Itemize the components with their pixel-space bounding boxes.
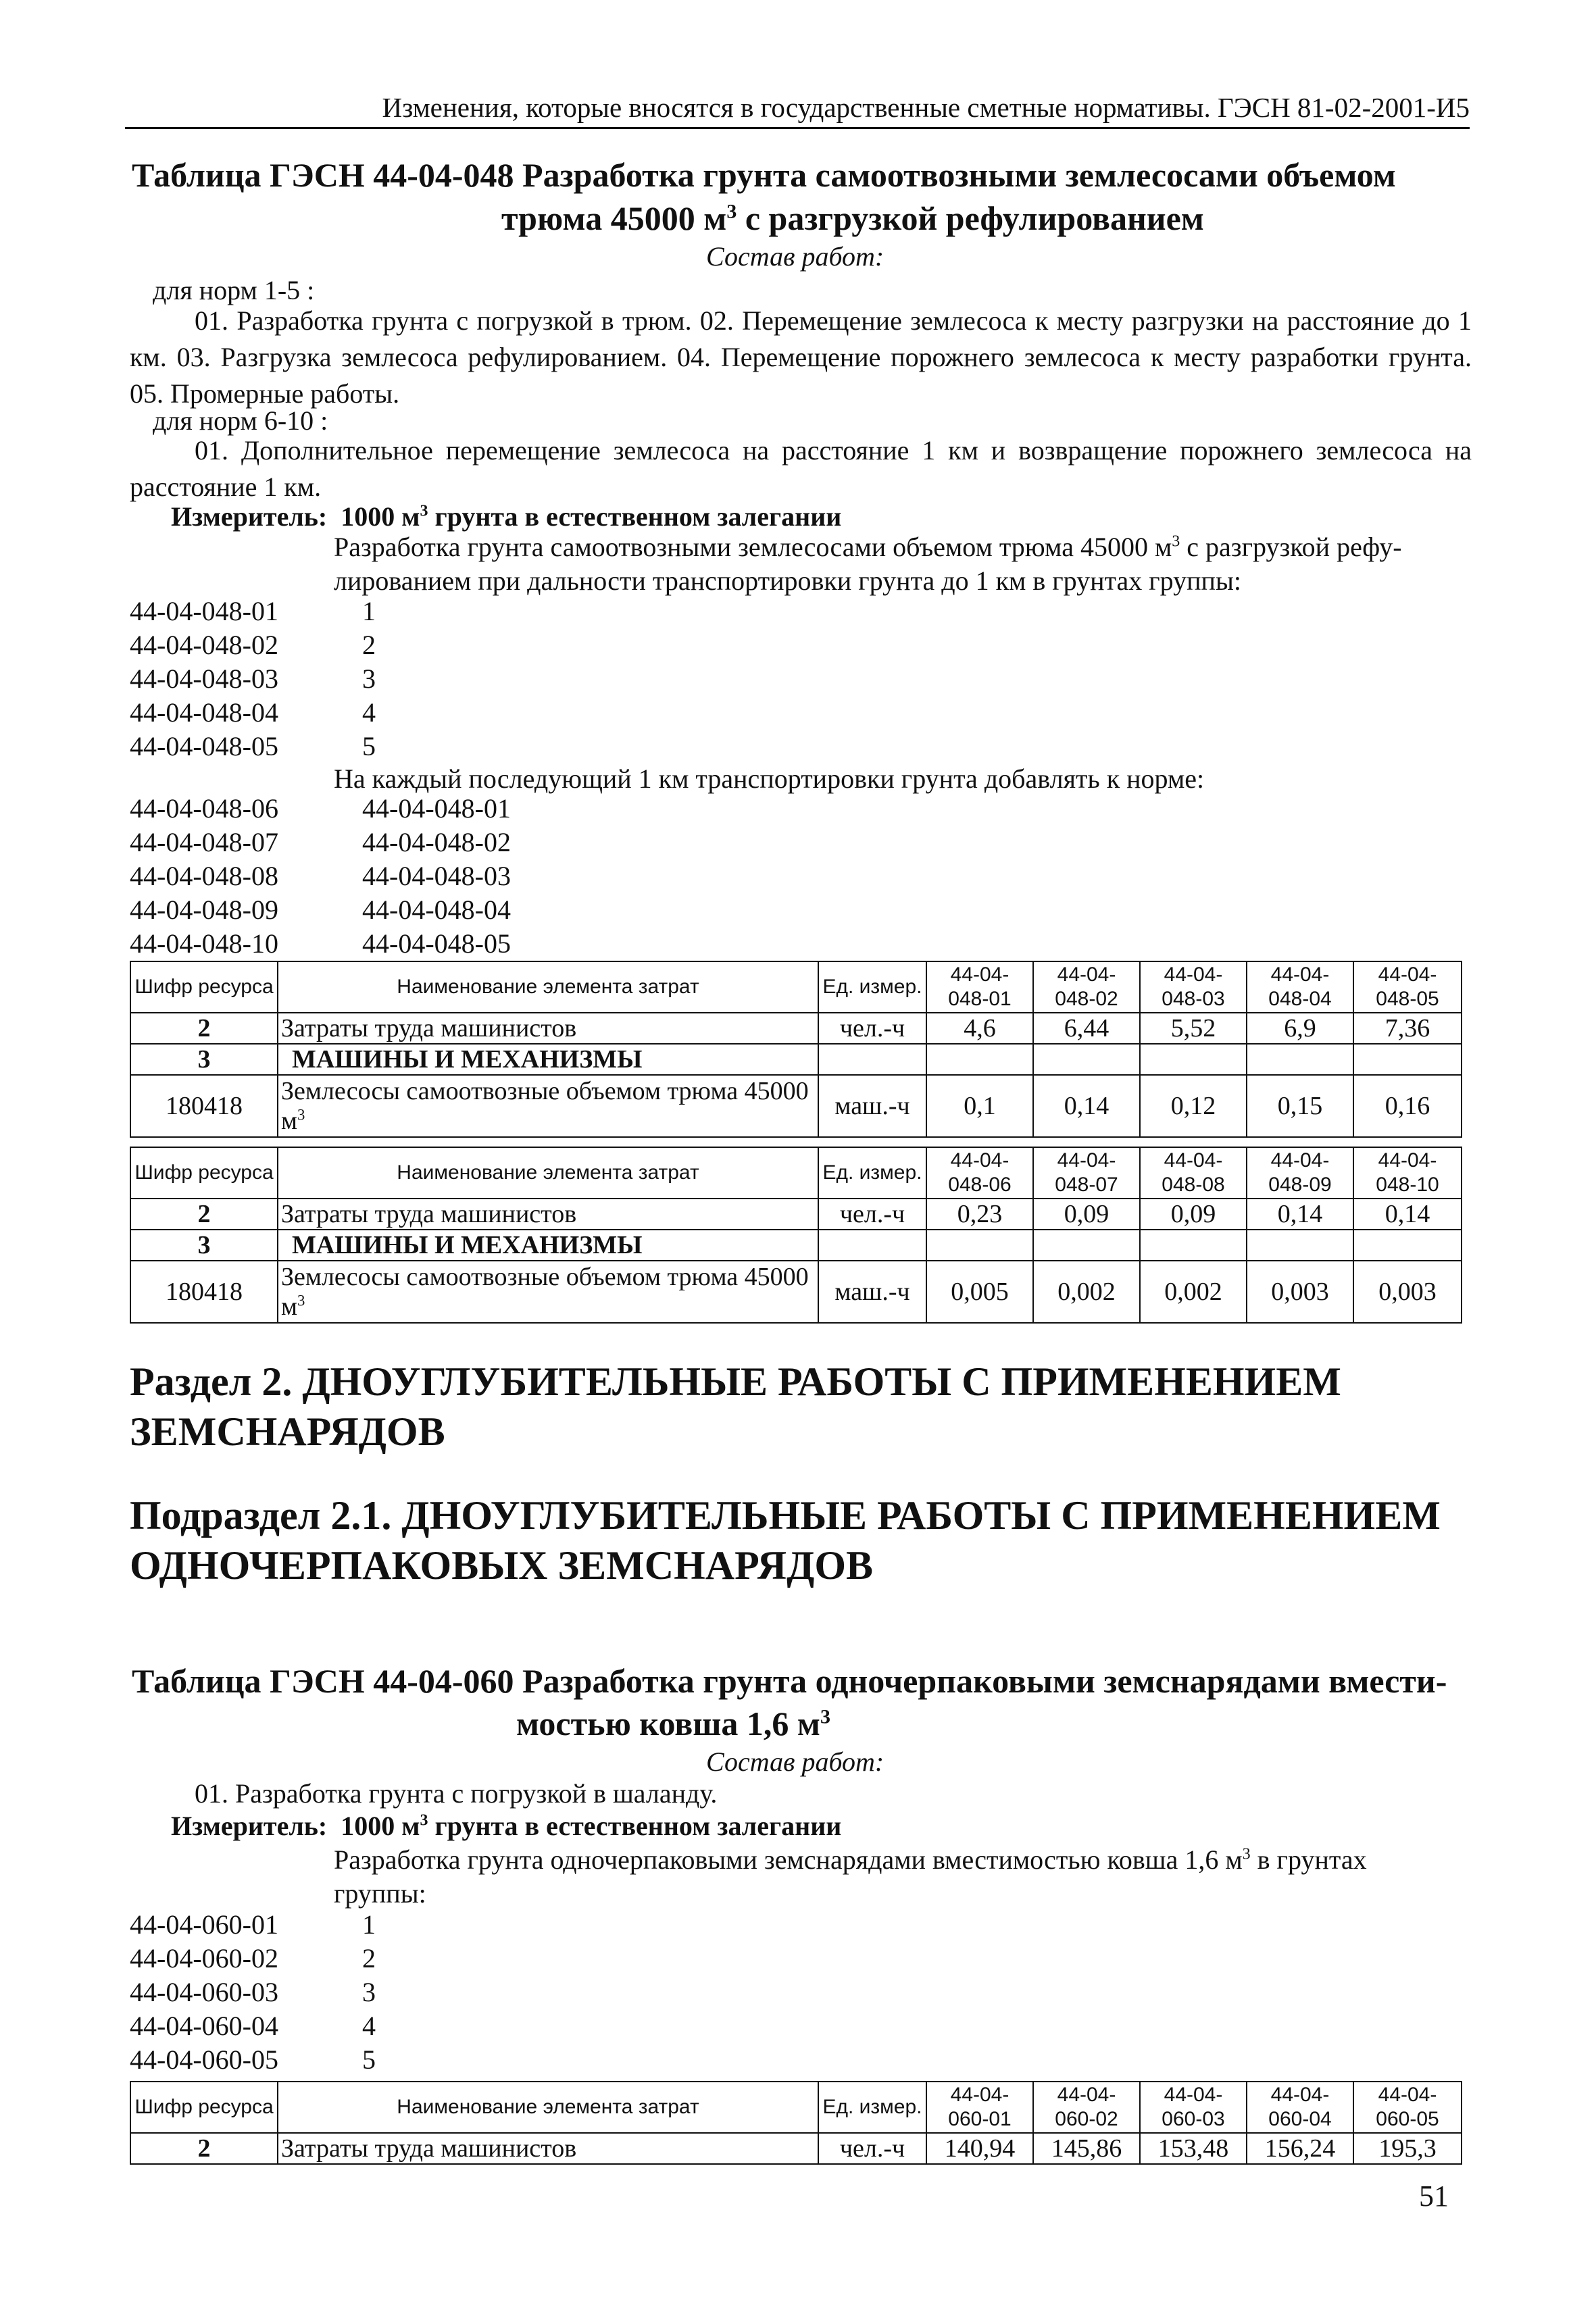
col-header-norm: 44-04- 048-09: [1247, 1147, 1353, 1199]
col-header-code: Шифр ресурса: [130, 1147, 278, 1199]
list-item: 44-04-048-07 44-04-048-02: [130, 827, 511, 857]
table1-code-list-a: [130, 595, 376, 763]
col-header-norm: 44-04- 048-10: [1353, 1147, 1462, 1199]
list-item: 44-04-048-05 5: [130, 731, 376, 761]
table-row: 3 МАШИНЫ И МЕХАНИЗМЫ: [130, 1044, 1462, 1075]
col-header-code: Шифр ресурса: [130, 961, 278, 1013]
table-header-row: [130, 1147, 1462, 1199]
col-header-norm: 44-04- 048-02: [1033, 961, 1140, 1013]
col-header-norm: 44-04- 048-07: [1033, 1147, 1140, 1199]
list-item: 44-04-048-09 44-04-048-04: [130, 895, 511, 925]
table1-description-2: На каждый последующий 1 км транспортировки грунта добавлять к норме:: [334, 763, 1205, 794]
col-header-norm: 44-04- 060-01: [926, 2082, 1033, 2133]
list-item: 44-04-060-02 2: [130, 1943, 376, 1973]
col-header-norm: 44-04- 048-03: [1140, 961, 1247, 1013]
col-header-norm: 44-04- 060-04: [1247, 2082, 1353, 2133]
table1-description-line2: лированием при дальности транспортировки грунта до 1 км в грунтах группы:: [334, 565, 1241, 596]
page-header: Изменения, которые вносятся в государственные сметные нормативы. ГЭСН 81-02-2001-И5: [125, 88, 1470, 129]
col-header-name: Наименование элемента затрат: [278, 1147, 818, 1199]
list-item: 44-04-048-10 44-04-048-05: [130, 928, 511, 959]
table1-work-1-5: 01. Разработка грунта с погрузкой в трюм. 02. Перемещение землесоса к месту разгрузки на расстояние до 1 км. 03. Разгрузка землесоса рефулированием. 04. Перемещение порожнего землесоса к месту разработки грунта. 05. Промерные работы.: [130, 305, 1472, 409]
table1-norms-6-10: для норм 6-10 :: [153, 405, 328, 436]
table2-work-heading: Состав работ:: [706, 1746, 884, 1777]
table1-title-line2: трюма 45000 $м^3$ с разгрузкой рефулированием: [501, 199, 1204, 237]
table2-title-line2: мостью ковша 1,6 $м^3$: [516, 1705, 830, 1742]
table2-resource-grid: [130, 2081, 1462, 2165]
col-header-norm: 44-04- 048-06: [926, 1147, 1033, 1199]
table-row: 2 Затраты труда машинистов чел.-ч 0,23 0,09 0,09 0,14 0,14: [130, 1199, 1462, 1230]
list-item: 44-04-048-06 44-04-048-01: [130, 793, 511, 824]
col-header-norm: 44-04- 048-04: [1247, 961, 1353, 1013]
table1-meter: Измеритель: 1000 $м^3$ грунта в естественном залегании: [171, 501, 842, 532]
col-header-norm: 44-04- 048-05: [1353, 961, 1462, 1013]
table2-work: 01. Разработка грунта с погрузкой в шаланду.: [195, 1778, 718, 1809]
page-number: 51: [1419, 2180, 1449, 2213]
table1-work-heading: Состав работ:: [706, 241, 884, 272]
table-row: 180418 Землесосы самоотвозные объемом трюма 45000 $м^3$ маш.-ч 0,1 0,14 0,12 0,15 0,16: [130, 1075, 1462, 1137]
list-item: 44-04-060-03 3: [130, 1977, 376, 2007]
list-item: 44-04-060-05 5: [130, 2044, 376, 2075]
table1-description: Разработка грунта самоотвозными землесосами объемом трюма 45000 $м^3$ с разгрузкой рефу-: [334, 532, 1402, 562]
col-header-norm: 44-04- 060-05: [1353, 2082, 1462, 2133]
table2-description: Разработка грунта одночерпаковыми земснарядами вместимостью ковша 1,6 $м^3$ в грунтах: [334, 1844, 1367, 1875]
section-2-heading: Раздел 2. ДНОУГЛУБИТЕЛЬНЫЕ РАБОТЫ С ПРИМЕНЕНИЕМ ЗЕМСНАРЯДОВ: [130, 1359, 1341, 1454]
table1-resource-grid-a: [130, 961, 1462, 1138]
table1-title-line1: Таблица ГЭСН 44-04-048 Разработка грунта самоотвозными землесосами объемом: [132, 156, 1396, 194]
list-item: 44-04-048-01 1: [130, 596, 376, 626]
table2-title-line1: Таблица ГЭСН 44-04-060 Разработка грунта одночерпаковыми земснарядами вмести-: [132, 1662, 1447, 1700]
table1-work-6-10: 01. Дополнительное перемещение землесоса на расстояние 1 км и возвращение порожнего землесоса на расстояние 1 км.: [130, 435, 1472, 502]
table-header-row: [130, 961, 1462, 1013]
table-row: 3 МАШИНЫ И МЕХАНИЗМЫ: [130, 1230, 1462, 1261]
subsection-2-1-heading: Подраздел 2.1. ДНОУГЛУБИТЕЛЬНЫЕ РАБОТЫ С ПРИМЕНЕНИЕМ ОДНОЧЕРПАКОВЫХ ЗЕМСНАРЯДОВ: [130, 1493, 1441, 1588]
col-header-name: Наименование элемента затрат: [278, 961, 818, 1013]
list-item: 44-04-048-04 4: [130, 697, 376, 728]
table1-norms-1-5: для норм 1-5 :: [153, 275, 315, 305]
list-item: 44-04-048-08 44-04-048-03: [130, 861, 511, 891]
col-header-unit: Ед. измер.: [818, 1147, 926, 1199]
table2-description-line2: группы:: [334, 1878, 426, 1909]
col-header-norm: 44-04- 048-01: [926, 961, 1033, 1013]
table-row: 2 Затраты труда машинистов чел.-ч 4,6 6,44 5,52 6,9 7,36: [130, 1013, 1462, 1044]
table1-resource-grid-b: [130, 1147, 1462, 1324]
col-header-name: Наименование элемента затрат: [278, 2082, 818, 2133]
col-header-unit: Ед. измер.: [818, 2082, 926, 2133]
table2-meter: Измеритель: 1000 $м^3$ грунта в естественном залегании: [171, 1811, 842, 1841]
col-header-norm: 44-04- 060-03: [1140, 2082, 1247, 2133]
list-item: 44-04-060-04 4: [130, 2011, 376, 2041]
col-header-unit: Ед. измер.: [818, 961, 926, 1013]
table-row: 2 Затраты труда машинистов чел.-ч 140,94 145,86 153,48 156,24 195,3: [130, 2133, 1462, 2164]
table1-code-list-b: [130, 792, 511, 961]
col-header-norm: 44-04- 060-02: [1033, 2082, 1140, 2133]
list-item: 44-04-048-03 3: [130, 663, 376, 694]
table-header-row: [130, 2082, 1462, 2133]
list-item: 44-04-048-02 2: [130, 630, 376, 660]
col-header-norm: 44-04- 048-08: [1140, 1147, 1247, 1199]
list-item: 44-04-060-01 1: [130, 1909, 376, 1940]
col-header-code: Шифр ресурса: [130, 2082, 278, 2133]
table2-code-list: [130, 1908, 376, 2077]
table-row: 180418 Землесосы самоотвозные объемом трюма 45000 $м^3$ маш.-ч 0,005 0,002 0,002 0,003 0,003: [130, 1261, 1462, 1323]
